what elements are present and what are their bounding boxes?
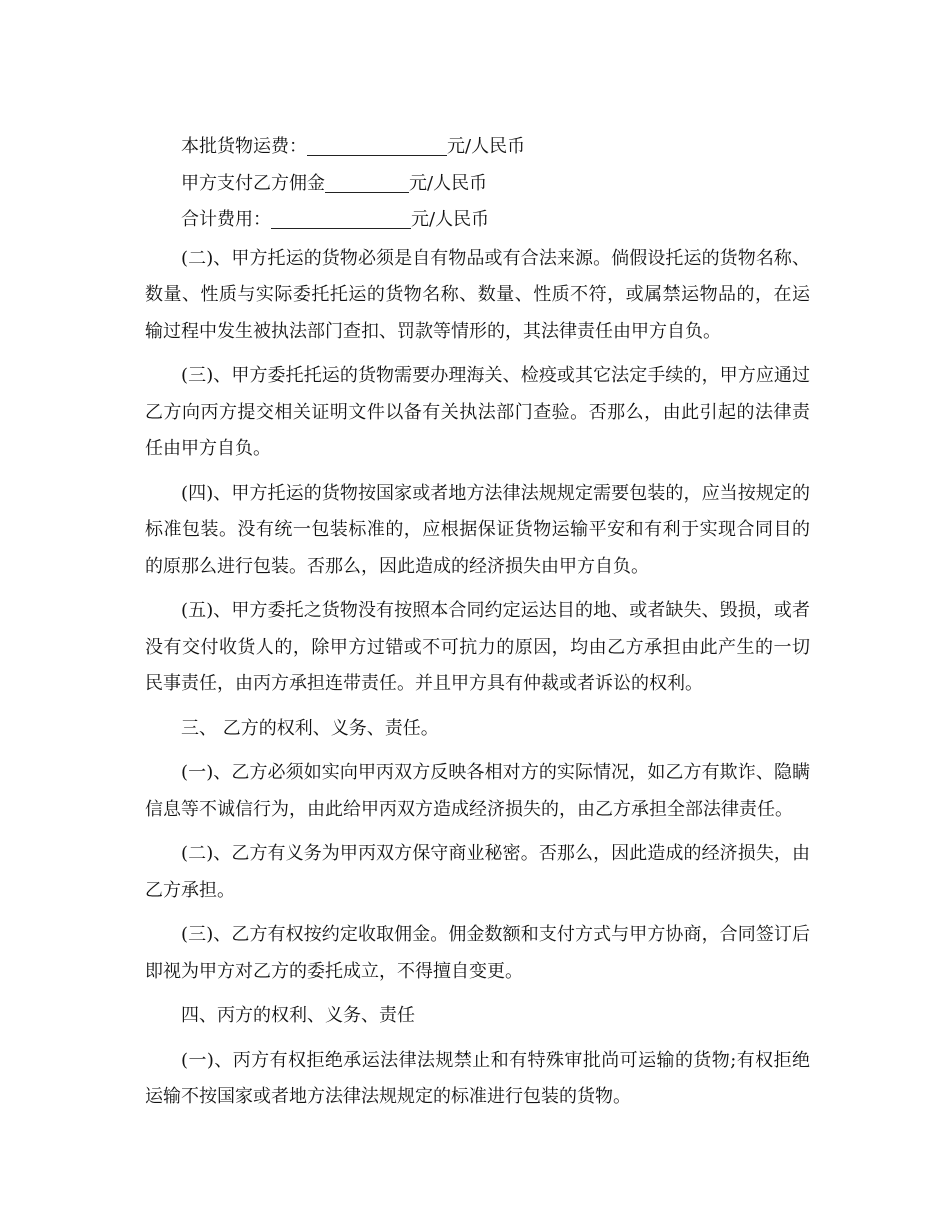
total-fee-label: 合计费用： (181, 209, 271, 230)
section-heading-4: 四、丙方的权利、义务、责任 (181, 1005, 415, 1026)
freight-fee-line (145, 129, 810, 166)
document-body (145, 129, 810, 1124)
total-fee-line (145, 202, 810, 239)
freight-fee-unit: 元/人民币 (447, 136, 526, 157)
section-heading-3: 三、 乙方的权利、义务、责任。 (181, 717, 439, 739)
clause-paragraph: (五)、甲方委托之货物没有按照本合同约定运达目的地、或者缺失、毁损，或者没有交付收货人的，除甲方过错或不可抗力的原因，均由乙方承担由此产生的一切民事责任，由丙方承担连带责任。并且甲方具有仲裁或者诉讼的权利。 (145, 600, 810, 694)
clause-paragraph: (四)、甲方托运的货物按国家或者地方法律法规规定需要包装的，应当按规定的标准包装。没有统一包装标准的，应根据保证货物运输平安和有利于实现合同目的的原那么进行包装。否那么，因此造成的经济损失由甲方自负。 (145, 482, 810, 577)
commission-fee-label: 甲方支付乙方佣金 (181, 172, 325, 194)
clause-paragraph: (一)、丙方有权拒绝承运法律法规禁止和有特殊审批尚可运输的货物;有权拒绝运输不按国家或者地方法律法规规定的标准进行包装的货物。 (145, 1049, 810, 1107)
commission-fee-blank (325, 172, 409, 193)
clause-paragraph: (一)、乙方必须如实向甲丙双方反映各相对方的实际情况，如乙方有欺诈、隐瞒信息等不诚信行为，由此给甲丙双方造成经济损失的，由乙方承担全部法律责任。 (145, 762, 810, 820)
clause-paragraph: (三)、甲方委托托运的货物需要办理海关、检疫或其它法定手续的，甲方应通过乙方向丙方提交相关证明文件以备有关执法部门查验。否那么，由此引起的法律责任由甲方自负。 (145, 365, 810, 459)
freight-fee-blank (307, 135, 447, 156)
total-fee-unit: 元/人民币 (411, 209, 490, 230)
total-fee-blank (271, 208, 411, 229)
freight-fee-label: 本批货物运费： (181, 136, 307, 157)
clause-paragraph: (三)、乙方有权按约定收取佣金。佣金数额和支付方式与甲方协商，合同签订后即视为甲方对乙方的委托成立，不得擅自变更。 (145, 924, 810, 982)
clause-paragraph: (二)、乙方有义务为甲丙双方保守商业秘密。否那么，因此造成的经济损失，由乙方承担。 (145, 843, 810, 901)
commission-fee-unit: 元/人民币 (409, 172, 488, 194)
commission-fee-line (145, 166, 810, 203)
clause-paragraph: (二)、甲方托运的货物必须是自有物品或有合法来源。倘假设托运的货物名称、数量、性质与实际委托托运的货物名称、数量、性质不符，或属禁运物品的，在运输过程中发生被执法部门查扣、罚款等情形的，其法律责任由甲方自负。 (145, 247, 810, 342)
